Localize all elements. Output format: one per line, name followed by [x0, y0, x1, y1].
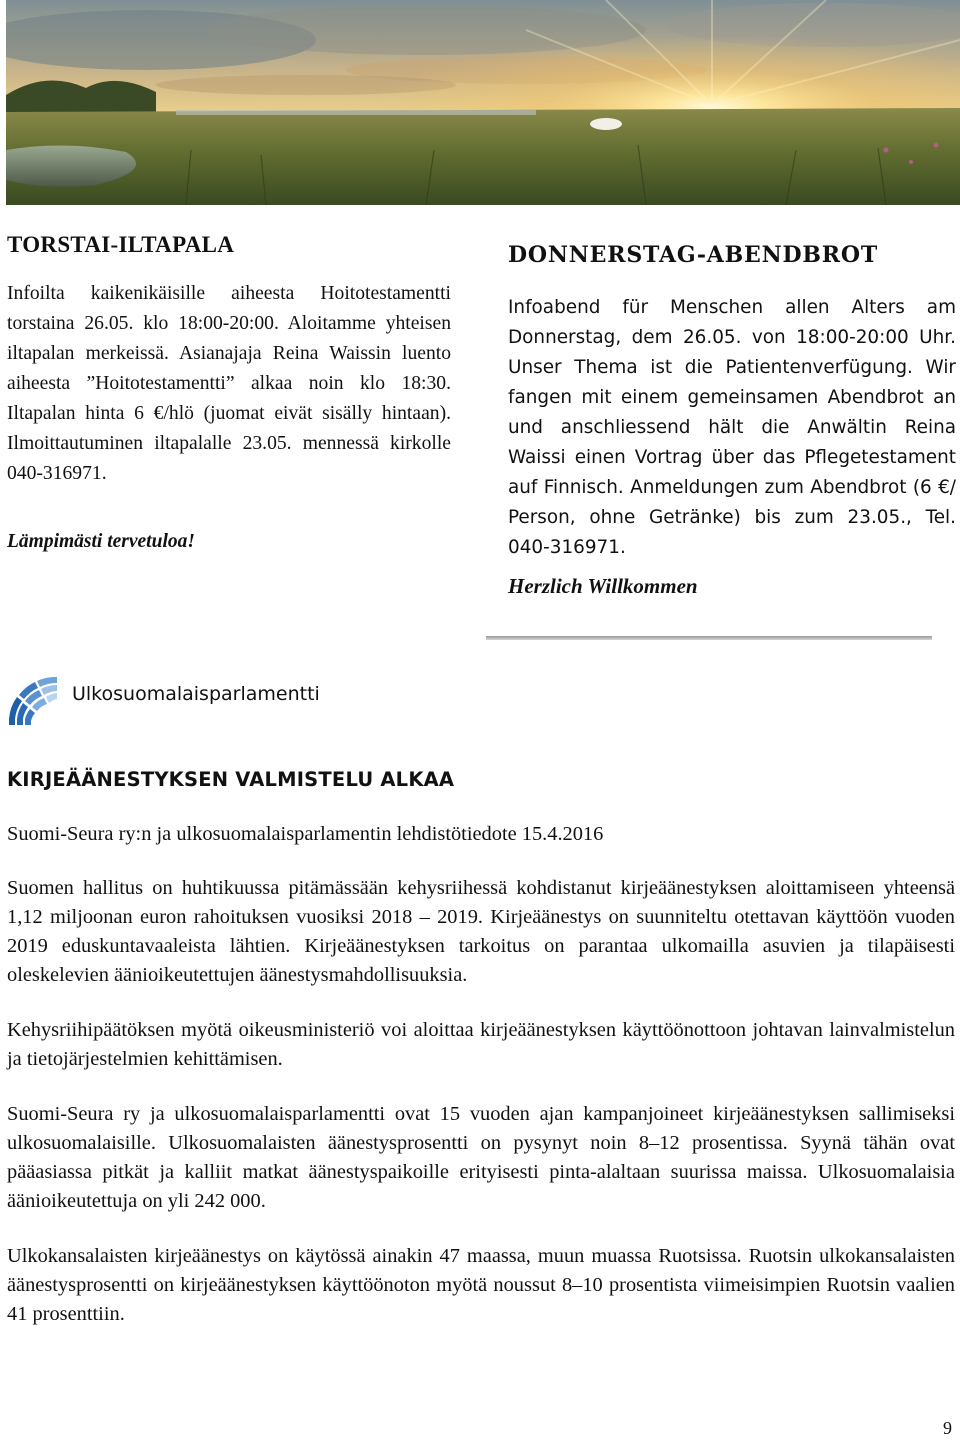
sunset-meadow-photo: [6, 0, 960, 205]
parliament-fan-logo-icon: [7, 675, 59, 727]
event-german: [508, 240, 956, 601]
article-title: KIRJEÄÄNESTYKSEN VALMISTELU ALKAA: [7, 768, 455, 791]
section-divider: [486, 636, 932, 640]
event-greeting-de: Herzlich Willkommen: [508, 574, 698, 598]
event-finnish: [7, 230, 451, 557]
hero-photo: [6, 0, 960, 205]
event-heading-fi: TORSTAI-ILTAPALA: [7, 232, 235, 257]
event-body-de: Infoabend für Menschen allen Alters am Donnerstag, dem 26.05. von 18:00-20:00 Uhr. Unser Thema ist die Patientenverfügung. Wir fangen mit einem gemeinsamen Abendbrot an und anschliessend hält die Anwältin Reina Waissi einen Vortrag über das Pflegetestament auf Finnisch. Anmeldungen zum Abendbrot (6 €/ Person, ohne Getränke) bis zum 23.05., Tel. 040-316971.: [508, 297, 956, 558]
event-heading-de: DONNERSTAG-ABENDBROT: [508, 242, 878, 268]
press-release: [7, 765, 955, 1355]
organization-name: Ulkosuomalaisparlamentti: [72, 683, 320, 705]
article-source: Suomi-Seura ry:n ja ulkosuomalaisparlamentin lehdistötiedote 15.4.2016: [7, 823, 604, 845]
article-paragraph: Suomen hallitus on huhtikuussa pitämässään kehysriihessä kohdistanut kirjeäänestyksen aloittamiseen yhteensä 1,12 miljoonan euron rahoituksen vuosiksi 2018 – 2019. Kirjeäänestys on suunniteltu otettavan käyttöön vuoden 2019 eduskuntavaaleista lähtien. Kirjeäänestyksen tarkoitus on parantaa ulkomailla asuvien ja tilapäisesti oleskelevien äänioikeutettujen äänestysmahdollisuuksia.: [7, 877, 955, 986]
event-greeting-fi: Lämpimästi tervetuloa!: [7, 531, 195, 552]
event-body-fi: Infoilta kaikenikäisille aiheesta Hoitotestamentti torstaina 26.05. klo 18:00-20:00. Aloitamme yhteisen iltapalan merkeissä. Asianajaja Reina Waissin luento aiheesta ”Hoitotestamentti” alkaa noin klo 18:30. Iltapalan hinta 6 €/hlö (juomat eivät sisälly hintaan). Ilmoittautuminen iltapalalle 23.05. mennessä kirkolle 040-316971.: [7, 283, 451, 484]
article-paragraph: Kehysriihipäätöksen myötä oikeusministeriö voi aloittaa kirjeäänestyksen käyttöönottoon johtavan lainvalmistelun ja tietojärjestelmien kehittämisen.: [7, 1019, 955, 1070]
page-number: 9: [943, 1418, 952, 1438]
article-paragraph: Suomi-Seura ry ja ulkosuomalaisparlamentti ovat 15 vuoden ajan kampanjoineet kirjeäänestyksen sallimiseksi ulkosuomalaisille. Ulkosuomalaisten äänestysprosentti on pysynyt noin 8–12 prosentissa. Syynä tähän ovat pääasiassa pitkät ja kalliit matkat äänestyspaikoille erityisesti pinta-alaltaan suurissa maissa. Ulkosuomalaisia äänioikeutettuja on yli 242 000.: [7, 1103, 955, 1212]
article-paragraph: Ulkokansalaisten kirjeäänestys on käytössä ainakin 47 maassa, muun muassa Ruotsissa. Ruotsin ulkokansalaisten äänestysprosentti on kirjeäänestyksen käyttöönoton myötä noussut 8–10 prosentista viimeisimpien Ruotsin vaalien 41 prosenttiin.: [7, 1245, 955, 1325]
